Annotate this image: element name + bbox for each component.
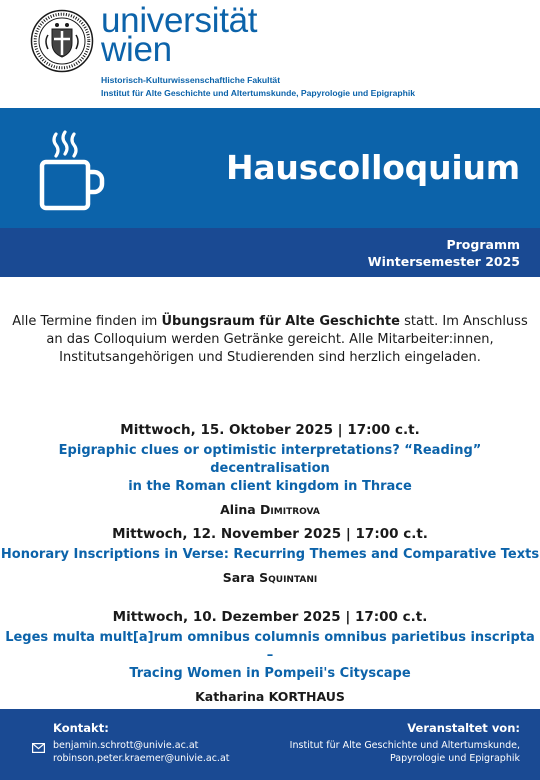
speaker-first-name: Alina xyxy=(220,502,256,517)
contact-email-2[interactable]: robinson.peter.kraemer@univie.ac.at xyxy=(53,753,230,764)
program-band xyxy=(0,228,540,277)
university-seal-icon xyxy=(30,9,94,73)
speaker-last-name: KORTHAUS xyxy=(268,689,345,704)
header xyxy=(0,0,540,108)
logo-line-2: wien xyxy=(101,30,172,69)
title-band xyxy=(0,108,540,228)
faculty-block xyxy=(101,74,415,100)
event-speaker xyxy=(0,569,540,586)
speaker-first-name: Katharina xyxy=(195,689,265,704)
program-label: Programm xyxy=(446,237,520,252)
intro-part-2: statt. Im Anschluss xyxy=(399,314,528,329)
university-logo-text xyxy=(101,1,258,69)
logo-line-1: universität xyxy=(101,1,258,40)
event-date: Mittwoch, 15. Oktober 2025 | 17:00 c.t. xyxy=(120,422,420,438)
event-3 xyxy=(0,608,540,705)
contact-block xyxy=(53,721,230,765)
intro-line-1 xyxy=(0,313,540,331)
coffee-cup-icon xyxy=(34,128,106,212)
page-title: Hauscolloquium xyxy=(225,148,520,187)
event-title xyxy=(0,442,540,496)
event-1 xyxy=(0,421,540,518)
speaker-first-name: Sara xyxy=(222,570,255,585)
contact-email-1[interactable]: benjamin.schrott@univie.ac.at xyxy=(53,740,199,751)
room-name: Übungsraum für Alte Geschichte xyxy=(161,314,400,329)
contact-label: Kontakt: xyxy=(53,721,109,735)
event-title-line: Leges multa mult[a]rum omnibus columnis omnibus parietibus inscripta – xyxy=(5,630,535,663)
event-date: Mittwoch, 12. November 2025 | 17:00 c.t. xyxy=(112,526,428,542)
institute-name: Institut für Alte Geschichte und Altertumskunde, Papyrologie und Epigraphik xyxy=(101,88,416,98)
intro-part-1: Alle Termine finden im xyxy=(12,314,162,329)
intro-line-2: an das Colloquium werden Getränke gereicht. Alle Mitarbeiter:innen, xyxy=(46,332,494,347)
footer xyxy=(0,709,540,780)
event-title-line: in the Roman client kingdom in Thrace xyxy=(128,479,412,494)
event-date: Mittwoch, 10. Dezember 2025 | 17:00 c.t. xyxy=(112,609,428,625)
mail-icon xyxy=(32,743,45,753)
event-title-line: Honorary Inscriptions in Verse: Recurring Themes and Comparative Texts xyxy=(0,547,540,562)
speaker-last-name: Squintani xyxy=(259,570,318,585)
organizer-line-1: Institut für Alte Geschichte und Altertumskunde, xyxy=(289,740,520,751)
organizer-line-2: Papyrologie und Epigraphik xyxy=(390,753,520,764)
intro-line-3: Institutsangehörigen und Studierenden sind herzlich eingeladen. xyxy=(59,350,481,365)
intro-text xyxy=(0,313,540,367)
speaker-last-name: Dimitrova xyxy=(260,502,320,517)
event-title-line: Tracing Women in Pompeii's Cityscape xyxy=(129,666,411,681)
faculty-name: Historisch-Kulturwissenschaftliche Fakultät xyxy=(101,75,281,85)
event-speaker xyxy=(0,688,540,705)
event-2 xyxy=(0,525,540,586)
event-speaker xyxy=(0,501,540,518)
program-info xyxy=(368,236,520,270)
semester-label: Wintersemester 2025 xyxy=(367,254,520,269)
organizer-label: Veranstaltet von: xyxy=(407,721,520,735)
event-title xyxy=(0,629,540,683)
event-title-line: Epigraphic clues or optimistic interpretations? “Reading” decentralisation xyxy=(58,443,482,476)
organizer-block xyxy=(290,721,520,765)
event-title xyxy=(0,546,540,564)
